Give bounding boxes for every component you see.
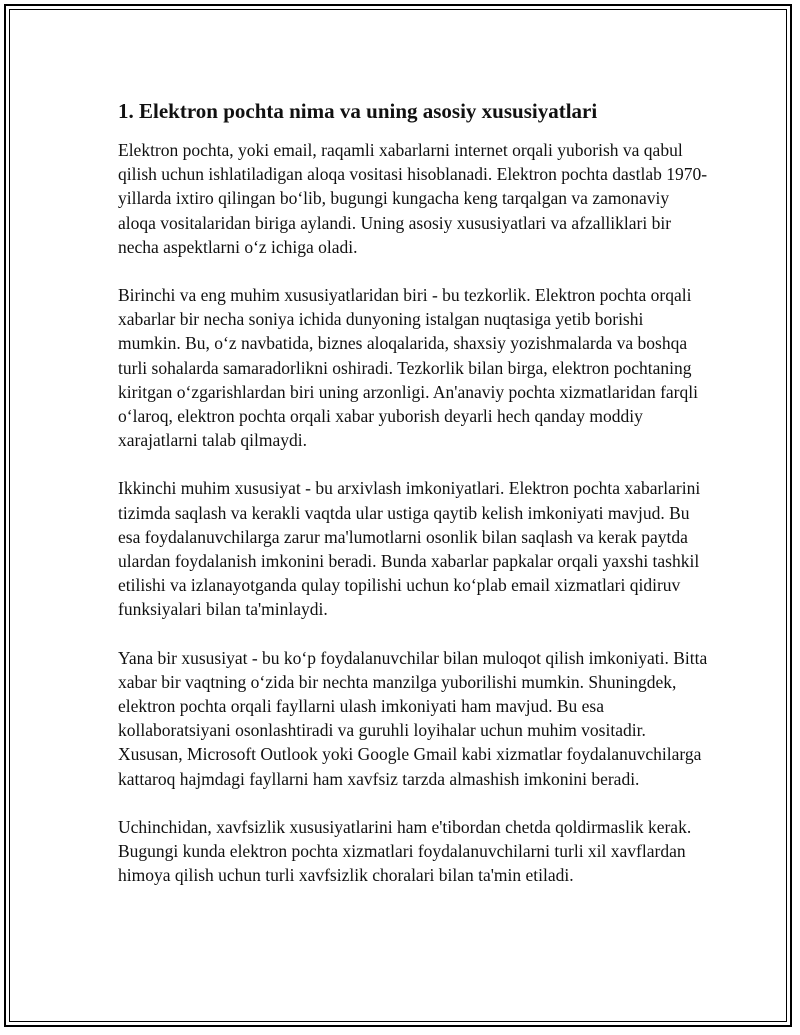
paragraph-5: Uchinchidan, xavfsizlik xususiyatlarini ham e'tibordan chetda qoldirmaslik kerak. Bugungi kunda elektron pochta xizmatlari foydalanuvchilarni turli xil xavflardan himoya qilish uchun turli xavfsizlik choralari bilan ta'min etiladi.	[118, 816, 692, 886]
paragraph-2: Birinchi va eng muhim xususiyatlaridan biri - bu tezkorlik. Elektron pochta orqali xabarlar bir necha soniya ichida dunyoning istalgan nuqtasiga yetib borishi mumkin. Bu, o‘z navbatida, biznes aloqalarida, shaxsiy yozishmalarda va boshqa turli sohalarda samaradorlikni oshiradi. Tezkorlik bilan birga, elektron pochtaning kiritgan o‘zgarishlardan biri uning arzonligi. An'anaviy pochta xizmatlaridan farqli o‘laroq, elektron pochta orqali xabar yuborish deyarli hech qanday moddiy xarajatlarni talab qilmaydi.	[118, 285, 698, 451]
paragraph-4: Yana bir xususiyat - bu ko‘p foydalanuvchilar bilan muloqot qilish imkoniyati. Bitta xabar bir vaqtning o‘zida bir nechta manzilga yuborilishi mumkin. Shuningdek, elektron pochta orqali fayllarni ulash imkoniyati ham mavjud. Bu esa kollaboratsiyani osonlashtiradi va guruhli loyihalar uchun muhim vositadir. Xususan, Microsoft Outlook yoki Google Gmail kabi xizmatlar foydalanuvchilarga kattaroq hajmdagi fayllarni ham xavfsiz tarzda almashish imkonini beradi.	[118, 647, 708, 789]
paragraph-3: Ikkinchi muhim xususiyat - bu arxivlash imkoniyatlari. Elektron pochta xabarlarini tizimda saqlash va kerakli vaqtda ular ustiga qaytib kelish imkoniyati mavjud. Bu esa foydalanuvchilarga zarur ma'lumotlarni osonlik bilan saqlash va kerak paytda ulardan foydalanish imkonini beradi. Bunda xabarlar papkalar orqali yaxshi tashkil etilishi va izlanayotganda qulay topilishi uchun ko‘plab email xizmatlari qidiruv funksiyalari bilan ta'minlaydi.	[118, 478, 701, 620]
paragraph-1: Elektron pochta, yoki email, raqamli xabarlarni internet orqali yuborish va qabul qilish uchun ishlatiladigan aloqa vositasi hisoblanadi. Elektron pochta dastlab 1970-yillarda ixtiro qilingan bo‘lib, bugungi kungacha keng tarqalgan va zamonaviy aloqa vositalaridan biriga aylandi. Uning asosiy xususiyatlari va afzalliklari bir necha aspektlarni o‘z ichiga oladi.	[118, 140, 708, 257]
section-heading: 1. Elektron pochta nima va uning asosiy xususiyatlari	[118, 99, 598, 123]
document-body	[118, 98, 708, 911]
page-frame	[4, 4, 792, 1027]
